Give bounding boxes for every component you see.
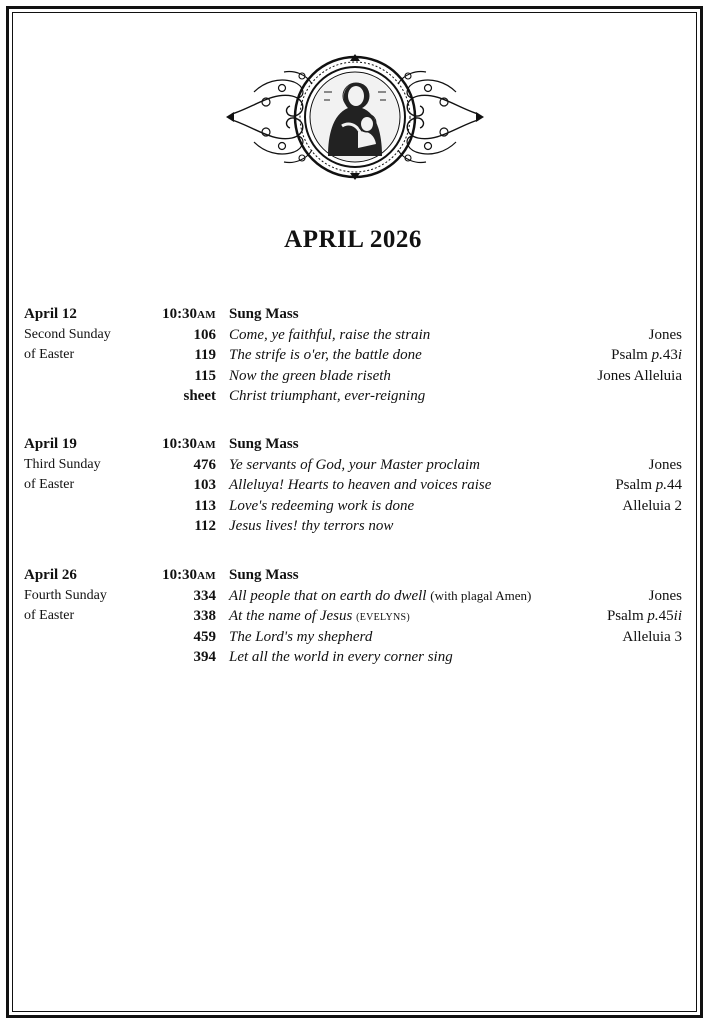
mass-label: Sung Mass [229,306,299,322]
mass-label: Sung Mass [229,567,299,583]
hymn-number: 459 [193,628,216,645]
service-block-april-19 [24,434,684,537]
hymn-row [24,345,684,366]
page-title: APRIL 2026 [284,226,422,253]
service-time: 10:30AM [162,436,216,452]
hymn-number: 115 [194,367,216,384]
service-date: April 12 [24,306,77,322]
hymn-title: Let all the world in every corner sing [229,649,453,665]
hymn-row [24,475,684,496]
hymn-row [24,455,684,476]
hymn-number: 476 [193,456,216,473]
setting-note: Jones [648,456,682,473]
hymn-number: 112 [194,518,216,534]
hymn-row [24,366,684,387]
hymn-row [24,627,684,648]
hymn-number: 338 [193,608,216,624]
hymn-title: The Lord's my shepherd [229,628,373,645]
mass-label: Sung Mass [229,436,299,452]
hymn-row [24,647,684,668]
setting-note: Psalm p.43i [611,347,682,363]
sunday-description: Third Sunday [24,456,101,472]
hymn-row [24,516,684,537]
hymn-title: Alleluya! Hearts to heaven and voices raise [229,477,492,493]
hymn-number: 113 [194,497,216,514]
hymn-row [24,386,684,407]
sunday-description: Fourth Sunday [24,587,107,603]
sunday-description: of Easter [24,608,75,623]
hymn-row [24,496,684,517]
service-block-april-26 [24,565,684,668]
setting-note: Jones [648,587,682,604]
madonna-and-child-ornament-icon [224,52,486,182]
hymn-number: 119 [194,347,216,363]
hymn-row [24,586,684,607]
sunday-description: of Easter [24,477,75,492]
hymn-row [24,325,684,346]
tune-name: (EVELYNS) [356,612,410,623]
hymn-title: At the name of Jesus (EVELYNS) [229,608,410,624]
setting-note: Psalm p.44 [615,477,682,493]
hymn-number: 334 [193,587,216,604]
service-date: April 19 [24,436,77,452]
hymn-title: All people that on earth do dwell (with plagal Amen) [229,587,532,604]
hymn-title: The strife is o'er, the battle done [229,347,422,363]
hymn-title: Now the green blade riseth [229,367,391,384]
hymn-number: 394 [193,649,216,665]
hymn-row [24,606,684,627]
service-block-april-12 [24,304,684,407]
setting-note: Alleluia 2 [622,497,682,514]
sunday-description: Second Sunday [24,326,111,342]
hymn-title: Ye servants of God, your Master proclaim [229,456,480,473]
service-time: 10:30AM [162,567,216,583]
hymn-title: Christ triumphant, ever-reigning [229,388,426,404]
sunday-description: of Easter [24,347,75,362]
hymn-number: sheet [183,388,216,404]
hymn-number: 103 [193,477,216,493]
service-time: 10:30AM [162,306,216,322]
setting-note: Jones Alleluia [597,367,682,384]
hymn-title: Love's redeeming work is done [229,497,415,514]
setting-note: Psalm p.45ii [606,608,682,624]
hymn-title: Jesus lives! thy terrors now [229,518,394,534]
setting-note: Alleluia 3 [622,628,682,645]
setting-note: Jones [648,326,682,343]
service-date: April 26 [24,567,77,583]
hymn-note: (with plagal Amen) [430,587,532,603]
hymn-title: Come, ye faithful, raise the strain [229,326,431,343]
hymn-number: 106 [193,326,216,343]
